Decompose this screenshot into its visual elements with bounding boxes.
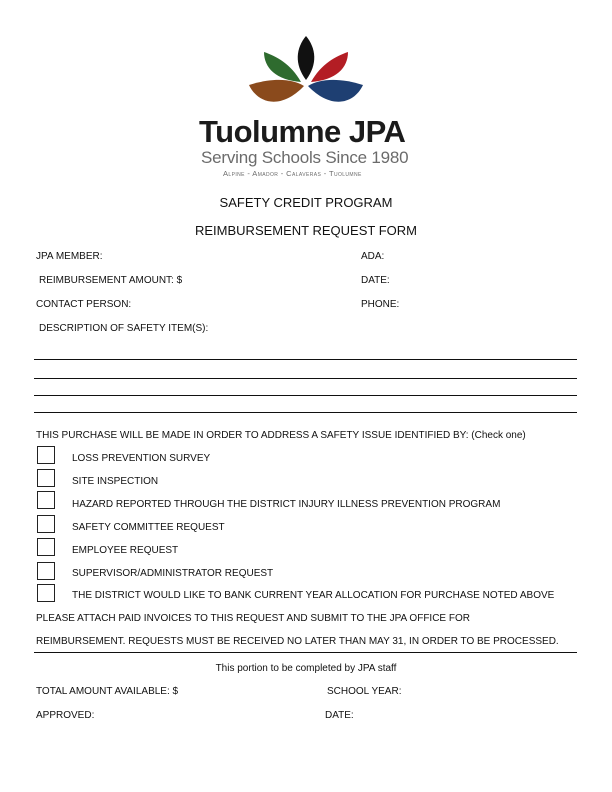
description-line-4[interactable] bbox=[34, 412, 577, 413]
description-line-3[interactable] bbox=[34, 395, 577, 396]
checkbox-bank-allocation[interactable] bbox=[37, 584, 55, 602]
option-label: EMPLOYEE REQUEST bbox=[72, 545, 179, 556]
logo-counties: Alpine - Amador - Calaveras - Tuolumne bbox=[223, 169, 362, 178]
date-label: DATE: bbox=[361, 275, 390, 286]
program-title: SAFETY CREDIT PROGRAM bbox=[219, 195, 393, 210]
total-amount-available-label: TOTAL AMOUNT AVAILABLE: $ bbox=[36, 686, 179, 697]
checkbox-hazard-reported[interactable] bbox=[37, 491, 55, 509]
instructions-line-2: REIMBURSEMENT. REQUESTS MUST BE RECEIVED NO LATER THAN MAY 31, IN ORDER TO BE PROCESSED. bbox=[36, 636, 559, 647]
logo-name: Tuolumne JPA bbox=[199, 114, 406, 149]
checkbox-loss-prevention-survey[interactable] bbox=[37, 446, 55, 464]
option-label: LOSS PREVENTION SURVEY bbox=[72, 453, 211, 464]
checkbox-site-inspection[interactable] bbox=[37, 469, 55, 487]
checkbox-safety-committee[interactable] bbox=[37, 515, 55, 533]
phone-label: PHONE: bbox=[361, 299, 400, 310]
logo-petal-green bbox=[264, 52, 301, 82]
jpa-member-label: JPA MEMBER: bbox=[36, 251, 103, 262]
logo-petal-red bbox=[311, 52, 348, 82]
staff-note: This portion to be completed by JPA staff bbox=[215, 663, 397, 674]
instructions-line-1: PLEASE ATTACH PAID INVOICES TO THIS REQUEST AND SUBMIT TO THE JPA OFFICE FOR bbox=[36, 613, 470, 624]
checkbox-employee-request[interactable] bbox=[37, 538, 55, 556]
option-label: HAZARD REPORTED THROUGH THE DISTRICT INJURY ILLNESS PREVENTION PROGRAM bbox=[72, 499, 501, 510]
logo-petal-brown bbox=[249, 80, 304, 102]
staff-date-label: DATE: bbox=[325, 710, 354, 721]
reimbursement-amount-label: REIMBURSEMENT AMOUNT: $ bbox=[39, 275, 183, 286]
logo-tagline: Serving Schools Since 1980 bbox=[201, 148, 409, 167]
description-line-2[interactable] bbox=[34, 378, 577, 379]
ada-label: ADA: bbox=[361, 251, 385, 262]
logo-petal-black bbox=[298, 36, 315, 80]
option-label: THE DISTRICT WOULD LIKE TO BANK CURRENT YEAR ALLOCATION FOR PURCHASE NOTED ABOVE bbox=[72, 590, 555, 601]
description-label: DESCRIPTION OF SAFETY ITEM(S): bbox=[39, 323, 209, 334]
checkbox-supervisor-request[interactable] bbox=[37, 562, 55, 580]
purpose-prompt: THIS PURCHASE WILL BE MADE IN ORDER TO ADDRESS A SAFETY ISSUE IDENTIFIED BY: (Check one) bbox=[36, 430, 526, 441]
description-line-1[interactable] bbox=[34, 359, 577, 360]
contact-person-label: CONTACT PERSON: bbox=[36, 299, 132, 310]
tuolumne-jpa-logo-mark bbox=[246, 34, 366, 116]
approved-label: APPROVED: bbox=[36, 710, 95, 721]
logo-petal-blue bbox=[308, 80, 363, 102]
school-year-label: SCHOOL YEAR: bbox=[327, 686, 402, 697]
staff-section-divider bbox=[34, 652, 577, 653]
option-label: SAFETY COMMITTEE REQUEST bbox=[72, 522, 225, 533]
option-label: SUPERVISOR/ADMINISTRATOR REQUEST bbox=[72, 568, 274, 579]
form-title: REIMBURSEMENT REQUEST FORM bbox=[195, 223, 417, 238]
option-label: SITE INSPECTION bbox=[72, 476, 159, 487]
